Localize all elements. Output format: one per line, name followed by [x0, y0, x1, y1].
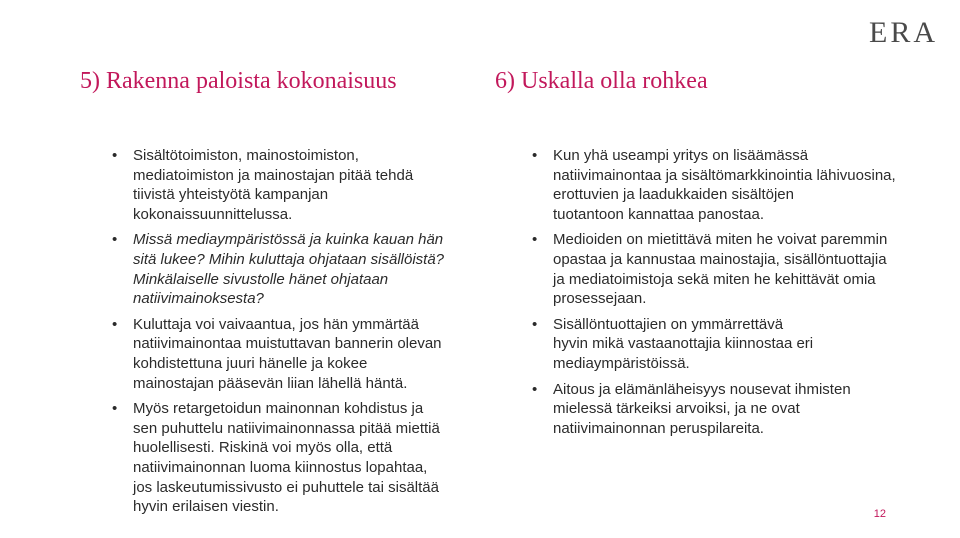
- bullet-icon: •: [532, 380, 538, 398]
- bullet-text: Missä mediaympäristössä ja kuinka kauan hän sitä lukee? Mihin kuluttaja ohjataan sisällöistä? Minkälaiselle sivustolle hänet ohjataan natiivimainoksesta?: [133, 231, 445, 308]
- bullet-text: Aitous ja elämänläheisyys nousevat ihmisten mielessä tärkeiksi arvoiksi, ja ne ovat natiivimainonnan peruspilareita.: [553, 380, 851, 437]
- list-item: [112, 146, 472, 224]
- era-logo: ERA: [869, 16, 938, 49]
- right-heading: 6) Uskalla olla rohkea: [495, 68, 708, 94]
- bullet-icon: •: [532, 315, 538, 333]
- bullet-icon: •: [532, 147, 538, 164]
- bullet-text: Myös retargetoidun mainonnan kohdistus ja sen puhuttelu natiivimainonnassa pitää miettiä huolellisesti. Riskinä voi myös olla, että natiivimainonnan luoma kiinnostus lopahtaa, jos laskeutumissivusto ei puhuttele tai sisältää hyvin erilaisen viestin.: [133, 400, 440, 516]
- right-bullet-list: [532, 146, 932, 444]
- bullet-icon: •: [112, 400, 118, 418]
- left-heading: 5) Rakenna paloista kokonaisuus: [80, 68, 397, 94]
- bullet-text: Kun yhä useampi yritys on lisäämässä natiivimainontaa ja sisältömarkkinointia lähivuosina, erottuvien ja laadukkaiden sisältöjen tuotantoon kannattaa panostaa.: [553, 147, 896, 223]
- list-item: [112, 315, 472, 393]
- list-item: [112, 230, 472, 308]
- left-bullet-list: [112, 146, 472, 523]
- bullet-text: Sisällöntuottajien on ymmärrettävä hyvin mikä vastaanottajia kiinnostaa eri mediaympäristöissä.: [553, 315, 814, 372]
- page-number: 12: [873, 508, 886, 520]
- bullet-icon: •: [112, 315, 118, 333]
- list-item: [532, 315, 932, 374]
- bullet-text: Sisältötoimiston, mainostoimiston, mediatoimiston ja mainostajan pitää tehdä tiivistä yhteistyötä kampanjan kokonaissuunnittelussa.: [133, 147, 414, 223]
- list-item: [532, 380, 932, 439]
- bullet-text: Kuluttaja voi vaivaantua, jos hän ymmärtää natiivimainontaa muistuttavan bannerin olevan kohdistettuna juuri hänelle ja kokee mainostajan pääsevän liian lähellä häntä.: [133, 315, 442, 392]
- list-item: [532, 230, 932, 308]
- list-item: [112, 399, 472, 517]
- bullet-icon: •: [112, 147, 118, 164]
- list-item: [532, 146, 932, 224]
- bullet-icon: •: [112, 231, 118, 249]
- bullet-text: Medioiden on mietittävä miten he voivat paremmin opastaa ja kannustaa mainostajia, sisällöntuottajia ja mediatoimistoja sekä miten he kehittävät omia prosessejaan.: [553, 231, 888, 308]
- bullet-icon: •: [532, 231, 538, 249]
